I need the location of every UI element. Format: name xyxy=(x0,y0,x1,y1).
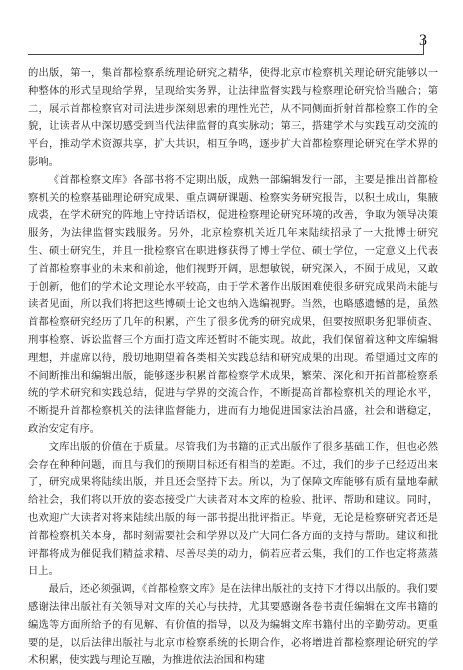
header-tick-line xyxy=(423,38,424,55)
page-number: 3 xyxy=(419,32,427,49)
body-text xyxy=(28,65,438,670)
paragraph: 最后，还必须强调，《首都检察文库》是在法律出版社的支持下才得以出版的。我们要感谢法律出版社有关领导对文库的关心与扶持，尤其要感谢各卷书责任编辑在文库书籍的编选等方面所给予的有见解、有价值的指导，以及为编辑文库书籍付出的辛勤劳动。更重要的是，以后法律出版社与北京市检察系统的长期合作，必将增进首都检察理论研究的学术积累，使实践与理论互融，为推进依法治国和构建 xyxy=(28,583,438,667)
header-rule xyxy=(28,54,423,55)
paragraph: 的出版，第一，集首都检察系统理论研究之精华，使得北京市检察机关理论研究能够以一种整体的形式呈现给学界，呈现给实务界，让法律监督实践与检察理论研究恰当融合；第二，展示首都检察官对司法进步深刻思索的理性光芒，从不同侧面折射首都检察工作的全貌，让读者从中深切感受到当代法律监督的真实脉动；第三，搭建学术与实践互动交流的平台，推动学术资源共享，扩大共识，相互争鸣，逐步扩大首都检察理论研究在学术界的影响。 xyxy=(28,67,438,168)
paragraph: 《首都检察文库》各部书将不定期出版，成熟一部编辑发行一部，主要是推出首都检察机关的检察基础理论研究成果、重点调研课题、检察实务研究报告，以积土成山，集腋成裘，在学术研究的阵地上守持话语权，促进检察理论研究环境的改善，争取为领导决策服务，为法律监督实践服务。另外，北京检察机关近几年来陆续招录了一大批博士研究生、硕士研究生，并且一批检察官在职进修获得了博士学位、硕士学位，一定意义上代表了首都检察事业的未来和前途，他们视野开阔，思想敏锐，研究深入，不囿于成见，又敢于创新，他们的学术论文理论水平较高，由于学术著作出版困难使很多研究成果尚未能与读者见面，所以我们将把这些博硕士论文也纳入选编视野。当然，也略感遗憾的是，虽然首都检察研究经历了几年的积累，产生了很多优秀的研究成果，但要按照职务犯罪侦查、刑事检察、诉讼监督三个方面打造文库还暂时不能实现。故此，我们保留着这种文库编辑理想，并虚席以待，殷切地期望着各类相关实践总结和研究成果的出现。希望通过文库的不间断推出和编辑出版，能够逐步积累首都检察学术成果，繁荣、深化和开拓首都检察系统的学术研究和实践总结，促进与学界的交流合作，不断提高首都检察机关的理论水平，不断提升首都检察机关的法律监督能力，进而有力地促进国家法治昌盛，社会和谐稳定，政治安定有序。 xyxy=(28,173,438,435)
paragraph: 文库出版的价值在于质量。尽管我们为书籍的正式出版作了很多基础工作，但也必然会存在种种问题，而且与我们的预期目标还有相当的差距。不过，我们的步子已经迈出来了，研究成果将陆续出版，并且还会坚持下去。所以，为了保障文库能够有质有量地奉献给社会，我们将以开放的姿态接受广大读者对本文库的检验、批评、帮助和建议。同时，也欢迎广大读者对将来陆续出版的每一部书提出批评指正。毕竟，无论是检察研究者还是首都检察机关本身，都时刻需要社会和学界以及广大同仁各方面的支持与帮助。建议和批评都将成为催促我们精益求精、尽善尽美的动力，倘若应者云集，我们的工作也定将蒸蒸日上。 xyxy=(28,440,438,578)
